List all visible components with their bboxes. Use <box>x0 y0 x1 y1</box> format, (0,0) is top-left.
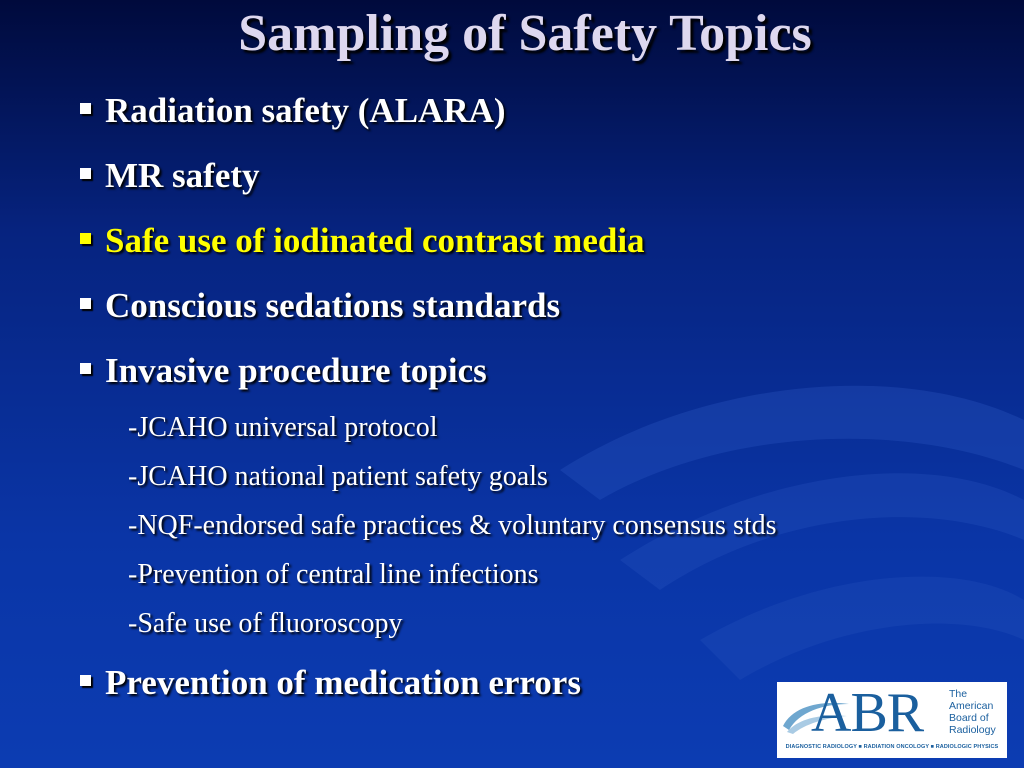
bullet-text: Safe use of iodinated contrast media <box>105 221 645 260</box>
sub-item: -Prevention of central line infections <box>128 559 539 590</box>
bullet-item-highlighted <box>80 216 645 266</box>
square-bullet-icon <box>80 675 91 686</box>
logo-tagline: DIAGNOSTIC RADIOLOGY ■ RADIATION ONCOLOGY ■ RADIOLOGIC PHYSICS <box>785 744 999 750</box>
bullet-item <box>80 346 487 396</box>
sub-item: -JCAHO national patient safety goals <box>128 461 548 492</box>
logo-mark: ABR <box>811 682 924 744</box>
slide-title: Sampling of Safety Topics <box>238 5 812 62</box>
bullet-text: MR safety <box>105 156 260 195</box>
abr-logo <box>777 682 1007 758</box>
sub-item: -NQF-endorsed safe practices & voluntary consensus stds <box>128 510 777 541</box>
square-bullet-icon <box>80 233 91 244</box>
bullet-text: Conscious sedations standards <box>105 286 561 325</box>
square-bullet-icon <box>80 298 91 309</box>
logo-name: The American Board of Radiology <box>949 688 996 736</box>
bullet-item <box>80 86 506 136</box>
sub-item: -Safe use of fluoroscopy <box>128 608 403 639</box>
bullet-text: Invasive procedure topics <box>105 351 487 390</box>
square-bullet-icon <box>80 363 91 374</box>
square-bullet-icon <box>80 103 91 114</box>
square-bullet-icon <box>80 168 91 179</box>
sub-item: -JCAHO universal protocol <box>128 412 438 443</box>
bullet-text: Prevention of medication errors <box>105 663 581 702</box>
bullet-item <box>80 658 581 708</box>
bullet-text: Radiation safety (ALARA) <box>105 91 506 130</box>
bullet-item <box>80 151 260 201</box>
bullet-item <box>80 281 560 331</box>
